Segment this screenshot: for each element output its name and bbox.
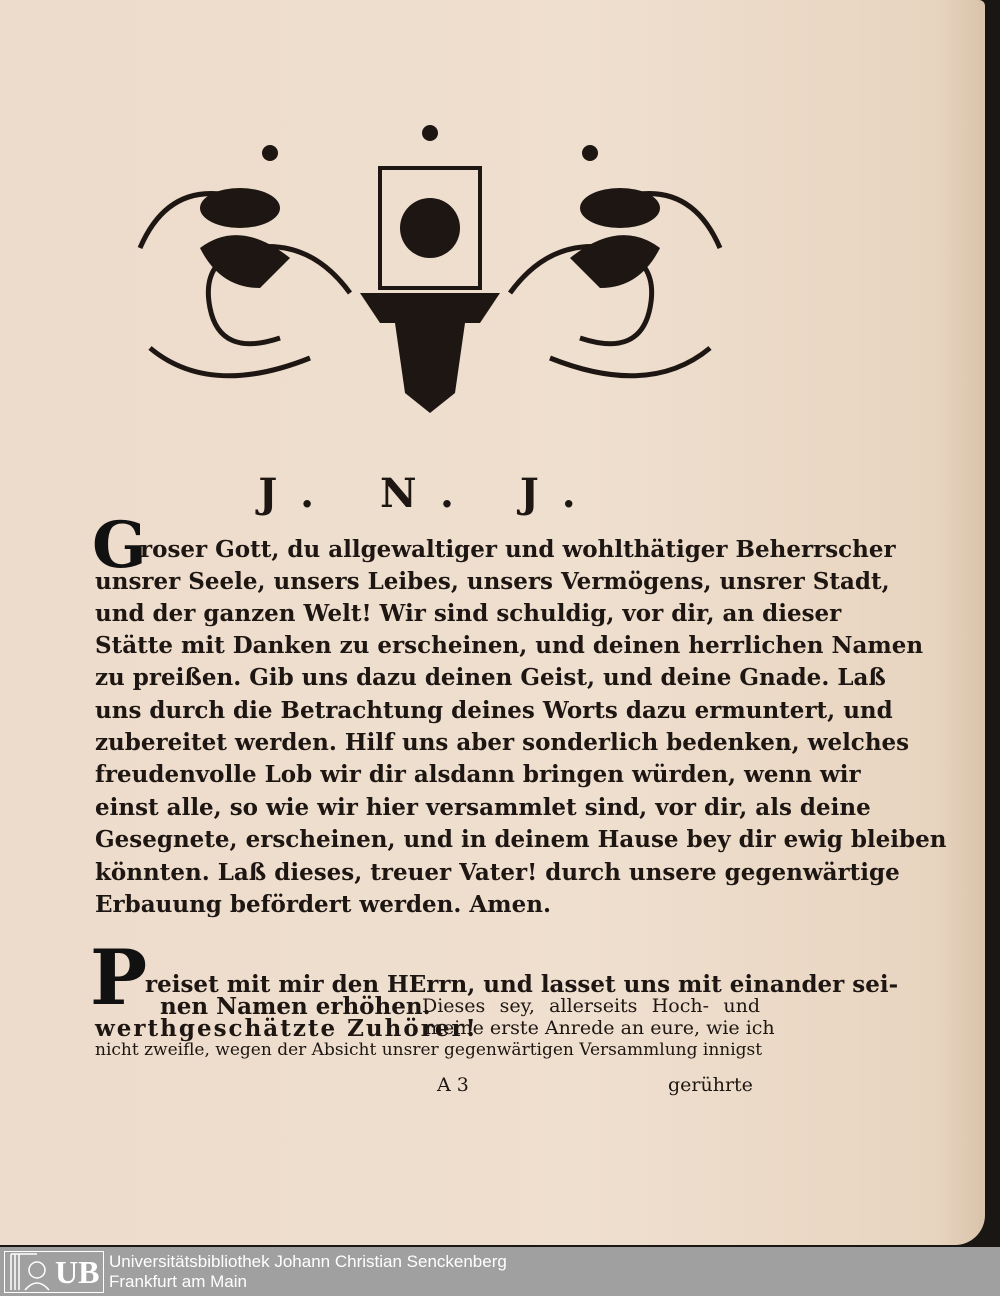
sermon-line: reiset mit mir den HErrn, und lasset uns mit einander sei- (145, 971, 899, 998)
prayer-line: unsrer Seele, unsers Leibes, unsers Vermögens, unsrer Stadt, (95, 568, 890, 595)
prayer-dropcap: G (92, 508, 147, 583)
ub-logo (4, 1251, 104, 1293)
prayer-line: Stätte mit Danken zu erscheinen, und deinen herrlichen Namen (95, 632, 924, 659)
library-name: Universitätsbibliothek Johann Christian Senckenberg (109, 1252, 507, 1271)
prayer-line: zubereitet werden. Hilf uns aber sonderlich bedenken, welches (95, 729, 910, 756)
library-footer (0, 1247, 1000, 1296)
sermon-line: nen Namen erhöhen. (160, 993, 431, 1020)
logo-text: UB (55, 1254, 100, 1290)
catchword: gerührte (668, 1074, 753, 1096)
prayer-line: freudenvolle Lob wir dir alsdann bringen würden, wenn wir (95, 761, 861, 788)
sermon-line: werthgeschätzte Zuhörer! (95, 1015, 478, 1042)
prayer-line: roser Gott, du allgewaltiger und wohlthätiger Beherrscher (140, 536, 896, 563)
sermon-line: nicht zweifle, wegen der Absicht unsrer gegenwärtigen Versammlung innigst (95, 1040, 763, 1060)
sermon-line: Dieses sey, allerseits Hoch- und (422, 995, 760, 1017)
prayer-line: uns durch die Betrachtung deines Worts dazu ermuntert, und (95, 697, 893, 724)
library-city: Frankfurt am Main (109, 1272, 247, 1291)
sermon-dropcap: P (90, 933, 148, 1022)
prayer-line: könnten. Laß dieses, treuer Vater! durch unsere gegenwärtige (95, 859, 900, 886)
prayer-line: zu preißen. Gib uns dazu deinen Geist, und deine Gnade. Laß (95, 664, 886, 691)
prayer-line: und der ganzen Welt! Wir sind schuldig, vor dir, an dieser (95, 600, 842, 627)
heading-jnj: J. N. J. (258, 470, 602, 517)
prayer-line: einst alle, so wie wir hier versammlet sind, vor dir, als deine (95, 794, 871, 821)
portrait-icon (7, 1252, 53, 1292)
prayer-line: Erbauung befördert werden. Amen. (95, 891, 551, 918)
decorative-headpiece-ornament (110, 118, 750, 423)
signature-mark: A 3 (437, 1074, 469, 1096)
prayer-line: Gesegnete, erscheinen, und in deinem Hause bey dir ewig bleiben (95, 826, 947, 853)
sermon-line: meine erste Anrede an eure, wie ich (425, 1017, 775, 1039)
